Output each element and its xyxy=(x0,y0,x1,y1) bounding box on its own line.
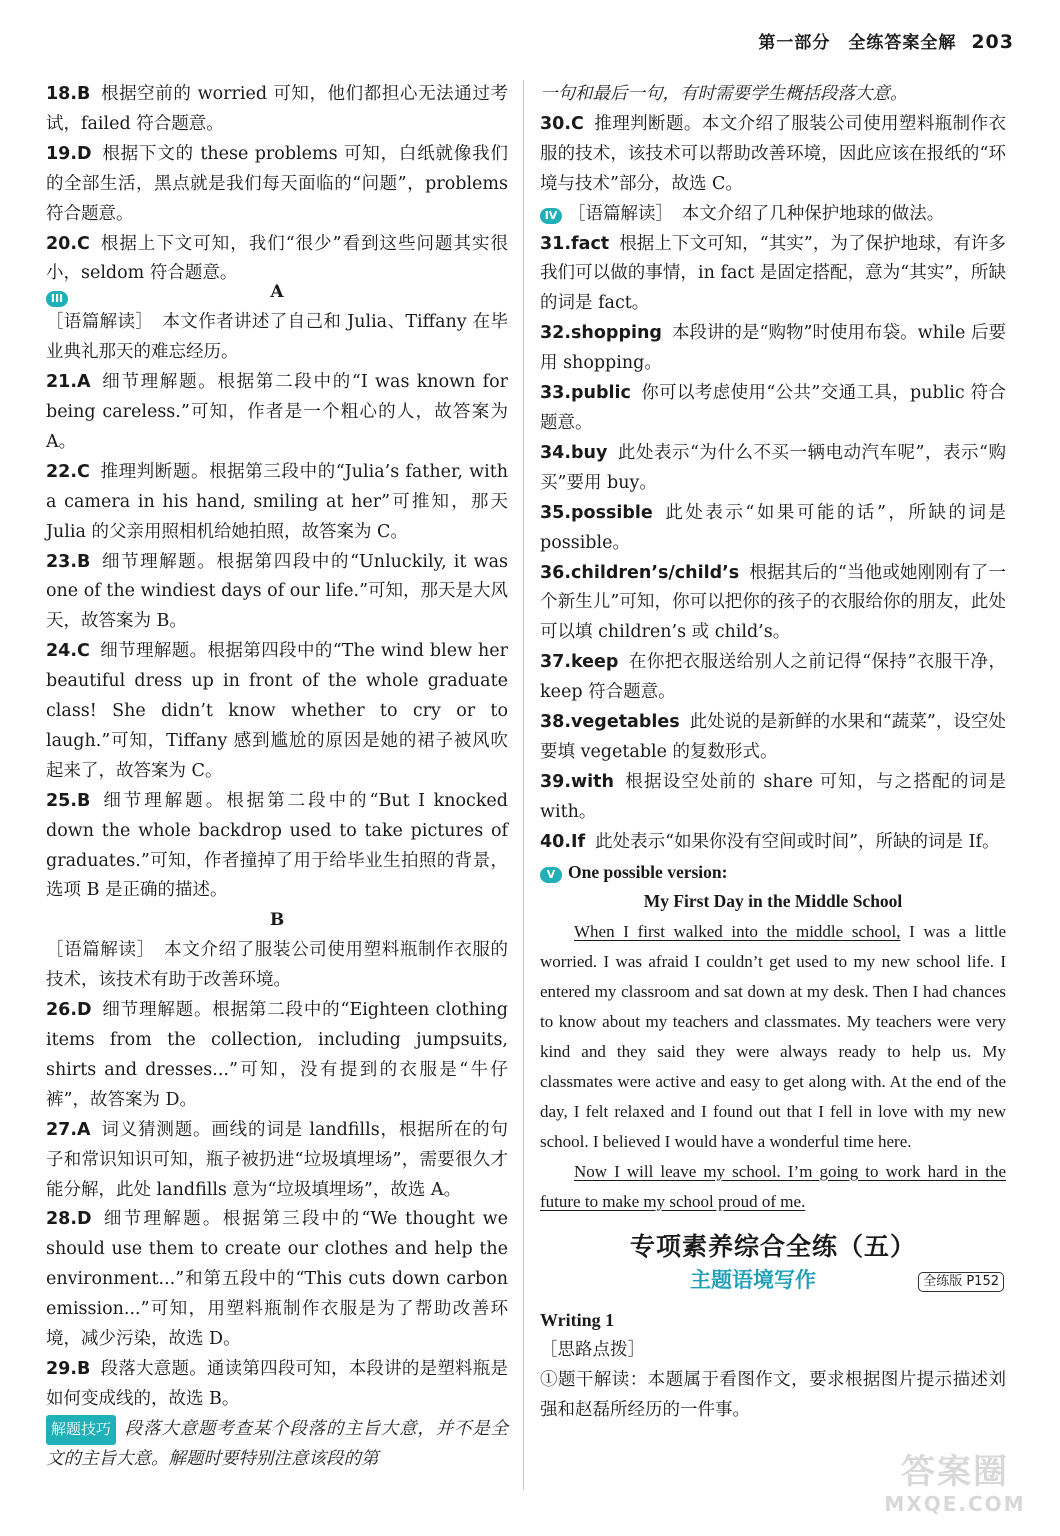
section-badge-icon: V xyxy=(540,867,562,883)
reference-tag: 全练版 P152 xyxy=(918,1272,1004,1292)
section-title: 专项素养综合全练（五） xyxy=(629,1232,916,1262)
answer-18: 18.B 根据空前的 worried 可知，他们都担心无法通过考试，failed 符合题意。 xyxy=(46,84,508,134)
tip-badge-icon: 解题技巧 xyxy=(46,1415,116,1445)
header-part: 第一部分 全练答案全解 xyxy=(758,33,957,53)
answer-23: 23.B 细节理解题。根据第四段中的“Unluckily, it was one of the windiest days of our life.”可知，那天是大风天，故答案为 B。 xyxy=(46,551,509,632)
solving-tip xyxy=(46,1415,508,1475)
hint-label: ［思路点拨］ xyxy=(540,1340,645,1361)
answer-33: 33.public 你可以考虑使用“公共”交通工具，public 符合题意。 xyxy=(540,383,1006,433)
section-5-header: V One possible version: xyxy=(540,858,1006,888)
subtitle: 主题语境写作 xyxy=(690,1268,816,1293)
section-badge-icon: III xyxy=(46,291,68,307)
answer-21: 21.A 细节理解题。根据第二段中的“I was known for being careless.”可知，作者是一个粗心的人，故答案为 A。 xyxy=(46,372,508,452)
answer-37: 37.keep 在你把衣服送给别人之前记得“保持”衣服干净，keep 符合题意。 xyxy=(540,652,1006,703)
right-column xyxy=(540,80,1006,1426)
essay-title: My First Day in the Middle School xyxy=(643,891,903,912)
answer-22: 22.C 推理判断题。根据第三段中的“Julia’s father, with a camera in his hand, smiling at her”可推知，那天 Julia 的父亲用照相机给她拍照，故答案为 C。 xyxy=(46,461,508,542)
answer-32: 32.shopping 本段讲的是“购物”时使用布袋。while 后要用 shopping。 xyxy=(540,323,1006,374)
passage-b-intro: ［语篇解读］ 本文介绍了服装公司使用塑料瓶制作衣服的技术，该技术有助于改善环境。 xyxy=(46,940,508,991)
model-essay xyxy=(540,887,1006,1216)
answer-30: 30.C 推理判断题。本文介绍了服装公司使用塑料瓶制作衣服的技术，该技术可以帮助改善环境，因此应该在报纸的“环境与技术”部分，故选 C。 xyxy=(540,113,1006,194)
subtitle-row xyxy=(540,1266,1006,1300)
answer-20: 20.C 根据上下文可知，我们“很少”看到这些问题其实很小，seldom 符合题意。 xyxy=(46,233,508,284)
tip-continued: 一句和最后一句，有时需要学生概括段落大意。 xyxy=(540,84,908,104)
answer-36: 36.children’s/child’s 根据其后的“当他或她刚刚有了一个新生儿”可知，你可以把你的孩子的衣服给你的朋友，此处可以填 children’s 或 child’s。 xyxy=(540,562,1006,643)
left-column xyxy=(46,80,508,1475)
essay-paragraph-2: Now I will leave my school. I’m going to work hard in the future to make my school proud of me. xyxy=(540,1161,1006,1211)
passage-a-intro: ［语篇解读］ 本文作者讲述了自己和 Julia、Tiffany 在毕业典礼那天的难忘经历。 xyxy=(46,312,508,363)
answer-29: 29.B 段落大意题。通读第四段可知，本段讲的是塑料瓶是如何变成线的，故选 B。 xyxy=(46,1358,508,1409)
page-header xyxy=(758,28,1014,53)
answer-19: 19.D 根据下文的 these problems 可知，白纸就像我们的全部生活，黑点就是我们每天面临的“问题”，problems 符合题意。 xyxy=(46,143,508,224)
answer-34: 34.buy 此处表示“为什么不买一辆电动汽车呢”，表示“购买”要用 buy。 xyxy=(540,442,1006,493)
answer-38: 38.vegetables 此处说的是新鲜的水果和“蔬菜”，设空处要填 vegetable 的复数形式。 xyxy=(540,712,1006,762)
writing-label: Writing 1 xyxy=(540,1310,615,1331)
page-number: 203 xyxy=(971,31,1014,53)
answer-40: 40.If 此处表示“如果你没有空间或时间”，所缺的词是 If。 xyxy=(540,831,1000,852)
section-badge-icon: IV xyxy=(540,208,562,224)
answer-35: 35.possible 此处表示“如果可能的话”，所缺的词是 possible。 xyxy=(540,502,1006,553)
tip-text: 段落大意题考查某个段落的主旨大意，并不是全文的主旨大意。解题时要特别注意该段的第 xyxy=(46,1418,508,1469)
passage-a-label: A xyxy=(270,282,284,303)
answer-28: 28.D 细节理解题。根据第三段中的“We thought we should use them to create our clothes and help the environment...”和第五段中的“This cuts down carbon emission...”可知，用塑料瓶制作衣服是为了帮助改善环境，减少污染，故选 D。 xyxy=(46,1209,508,1350)
watermark-logo: 答案圈 MXQE.COM xyxy=(884,1452,1026,1516)
essay-paragraph-1: When I first walked into the middle school, I was a little worried. I was afraid I couldn’t get used to my new school life. I entered my classroom and sat down at my desk. Then I had chances to know about my teachers and classmates. My teachers were very kind and they said they were always ready to help us. My classmates were active and easy to get along with. At the end of the day, I felt relaxed and I found out that I fell in love with my new school. I believed I would have a wonderful time here. xyxy=(540,922,1006,1151)
answer-39: 39.with 根据设空处前的 share 可知，与之搭配的词是 with。 xyxy=(540,771,1006,822)
passage-b-label: B xyxy=(269,910,285,931)
answer-24: 24.C 细节理解题。根据第四段中的“The wind blew her beautiful dress up in front of the whole graduate class! She didn’t know whether to cry or to laugh.”可知，Tiffany 感到尴尬的原因是她的裙子被风吹起来了，故答案为 C。 xyxy=(46,641,508,781)
hint-text: ①题干解读：本题属于看图作文，要求根据图片提示描述刘强和赵磊所经历的一件事。 xyxy=(540,1370,1006,1421)
section-4-intro: IV ［语篇解读］ 本文介绍了几种保护地球的做法。 xyxy=(540,200,1006,230)
answer-27: 27.A 词义猜测题。画线的词是 landfills，根据所在的句子和常识知识可知，瓶子被扔进“垃圾填埋场”，需要很久才能分解，此处 landfills 意为“垃圾填埋场”，故选 A。 xyxy=(46,1119,508,1200)
answer-25: 25.B 细节理解题。根据第二段中的“But I knocked down the whole backdrop used to take pictures of graduates.”可知，作者撞掉了用于给毕业生拍照的背景，选项 B 是正确的描述。 xyxy=(46,790,508,901)
answer-31: 31.fact 根据上下文可知，“其实”，为了保护地球，有许多我们可以做的事情，in fact 是固定搭配，意为“其实”，所缺的词是 fact。 xyxy=(540,233,1006,314)
answer-26: 26.D 细节理解题。根据第二段中的“Eighteen clothing items from the collection, including jumpsuits, shirts and dresses...”可知，没有提到的衣服是“牛仔裤”，故答案为 D。 xyxy=(46,1000,508,1110)
